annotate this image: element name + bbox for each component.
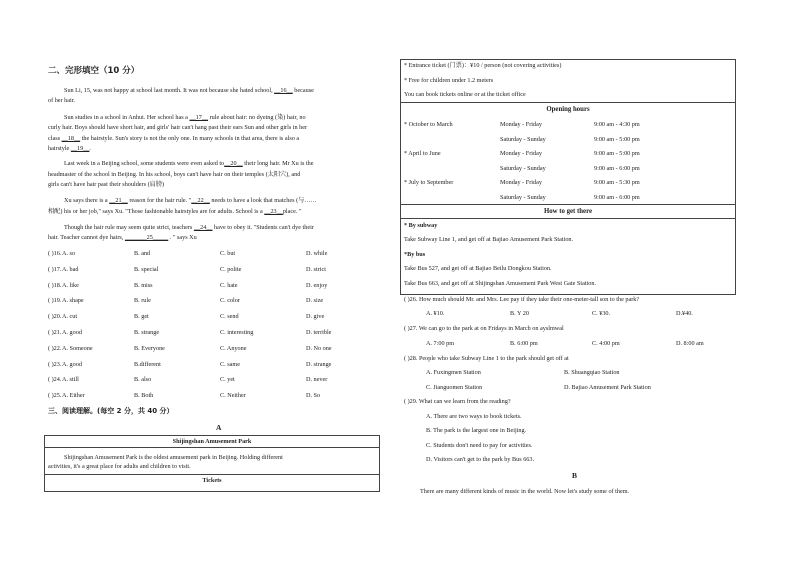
days: Monday - Friday	[500, 179, 542, 186]
opening-hours-title: Opening hours	[546, 106, 590, 113]
option-b[interactable]: B. Y 20	[510, 310, 529, 317]
blank-23: __23__	[264, 208, 283, 215]
option-row-21	[48, 328, 378, 337]
blank-22: __22__	[191, 197, 210, 204]
option-b[interactable]: B. rule	[134, 297, 151, 304]
option-b[interactable]: B. strange	[134, 329, 160, 336]
option-b[interactable]: B. get	[134, 313, 149, 320]
question-26[interactable]: ( )26. How much should Mr. and Mrs. Lee pay if they take their one-meter-tall son to the park?	[404, 296, 640, 303]
question-28[interactable]: ( )28. People who take Subway Line 1 to the park should get off at	[404, 355, 569, 362]
schedule-row	[404, 178, 734, 187]
option-d[interactable]: D. never	[306, 376, 328, 383]
option-row-18	[48, 281, 378, 290]
question-number[interactable]: ( )22.	[48, 345, 62, 352]
question-number[interactable]: ( )16.	[48, 250, 62, 257]
park-intro-line-2: activities, it's a great place for adults and children to visit.	[48, 463, 191, 470]
schedule-row	[404, 135, 734, 144]
park-title: Shijingshan Amusement Park	[172, 438, 252, 445]
option-d[interactable]: D. Bajiao Amusement Park Station	[564, 384, 651, 391]
season: * October to March	[404, 121, 453, 128]
option-c[interactable]: C. Jianguomen Station	[426, 384, 483, 391]
question-number[interactable]: ( )20.	[48, 313, 62, 320]
divider	[44, 447, 380, 448]
option-a[interactable]: A. good	[62, 361, 82, 368]
season: * July to September	[404, 179, 454, 186]
paragraph-3-line-1: Last week in a Beijing school, some students were even asked to__20__ their long hair. Mr Xu is the	[64, 160, 314, 167]
passage-b-text: There are many different kinds of music in the world. Now let's study some of them.	[420, 488, 630, 495]
option-row-23	[48, 360, 378, 369]
option-d[interactable]: D. No one	[306, 345, 332, 352]
ticket-free-line: * Free for children under 1.2 meters	[404, 77, 494, 84]
blank-18: __18__	[61, 135, 81, 142]
option-a[interactable]: A. shape	[62, 297, 84, 304]
option-b[interactable]: B.different	[134, 361, 161, 368]
option-row-16	[48, 249, 378, 258]
option-b[interactable]: B. The park is the largest one in Beijing.	[426, 427, 527, 434]
option-c[interactable]: C. yet	[220, 376, 235, 383]
how-to-get-there-title: How to get there	[543, 208, 592, 215]
divider	[44, 474, 380, 475]
option-a[interactable]: A. Either	[62, 392, 85, 399]
paragraph-1-line-1: Sun Li, 15, was not happy at school last month. It was not because she hated school, __16__ because	[64, 87, 314, 94]
bus-label: *By bus	[404, 251, 426, 258]
option-row-22	[48, 344, 378, 353]
option-c[interactable]: C. same	[220, 361, 240, 368]
park-intro-line-1: Shijingshan Amusement Park is the oldest amusement park in Beijing. Holding different	[64, 454, 283, 461]
option-c[interactable]: C. Anyone	[220, 345, 247, 352]
hours: 9:00 am - 5:00 pm	[594, 136, 640, 143]
option-b[interactable]: B. Both	[134, 392, 154, 399]
option-d[interactable]: D. Visitors can't get to the park by Bus 663.	[426, 456, 535, 463]
days: Monday - Friday	[500, 150, 542, 157]
option-a[interactable]: A. like	[62, 282, 79, 289]
paragraph-2-line-3: class __18__ the hairstyle. Sun's story is not the only one. In many schools in that area, there is also a	[48, 135, 300, 142]
blank-24: __24__	[193, 224, 213, 231]
ticket-price-line: * Entrance ticket (门票)：¥10 / person (not covering activities)	[404, 62, 562, 69]
option-c[interactable]: C. polite	[220, 266, 242, 273]
option-a[interactable]: A. still	[62, 376, 79, 383]
option-c[interactable]: C. ¥30.	[592, 310, 611, 317]
option-d[interactable]: D. So	[306, 392, 321, 399]
option-d[interactable]: D.¥40.	[676, 310, 693, 317]
option-d[interactable]: D. while	[306, 250, 328, 257]
subway-label: * By subway	[404, 222, 438, 229]
passage-b-label: B	[572, 471, 578, 480]
paragraph-5-line-1: Though the hair rule may seem quite strict, teachers __24__ have to obey it. "Students can't dye their	[64, 224, 314, 231]
divider	[400, 102, 736, 103]
blank-25: _______25_____	[124, 234, 169, 241]
hours: 9:00 am - 4:30 pm	[594, 121, 640, 128]
question-27[interactable]: ( )27. We can go to the park at on Fridays in March on ayslmwal	[404, 325, 564, 332]
question-number[interactable]: ( )19.	[48, 297, 62, 304]
ticket-book-line: You can book tickets online or at the ticket office	[404, 91, 526, 98]
option-d[interactable]: D. enjoy	[306, 282, 328, 289]
option-c[interactable]: C. but	[220, 250, 236, 257]
question-29[interactable]: ( )29. What can we learn from the reading?	[404, 398, 511, 405]
question-number[interactable]: ( )21.	[48, 329, 62, 336]
tickets-label: Tickets	[202, 477, 222, 484]
days: Monday - Friday	[500, 121, 542, 128]
paragraph-4-line-2: 相配) his or her job," says Xu. "Those fashionable hairstyles are for adults. School is a __23__place. "	[48, 208, 302, 215]
option-d[interactable]: D. size	[306, 297, 324, 304]
option-c[interactable]: C. hate	[220, 282, 238, 289]
paragraph-2-line-4: hairstyle __19__.	[48, 145, 91, 152]
option-b[interactable]: B. 6:00 pm	[510, 340, 538, 347]
blank-19: __19__	[70, 145, 90, 152]
option-c[interactable]: C. Students don't need to pay for activities.	[426, 442, 533, 449]
blank-17: __17__	[189, 114, 209, 121]
option-b[interactable]: B. miss	[134, 282, 153, 289]
days: Saturday - Sunday	[500, 194, 546, 201]
section-2-title: 二、完形填空（10 分）	[48, 66, 140, 76]
paragraph-2-line-1: Sun studies in a school in Anhui. Her school has a __17__ rule about hair: no dyeing (染) hair, no	[64, 114, 306, 121]
season: * April to June	[404, 150, 441, 157]
schedule-row	[404, 149, 734, 158]
schedule-row	[404, 164, 734, 173]
option-a[interactable]: A. 7:00 pm	[426, 340, 455, 347]
option-d[interactable]: D. strange	[306, 361, 332, 368]
option-a[interactable]: A. good	[62, 329, 82, 336]
schedule-row	[404, 193, 734, 202]
option-row-19	[48, 296, 378, 305]
option-d[interactable]: D. give	[306, 313, 325, 320]
option-c[interactable]: C. 4:00 pm	[592, 340, 620, 347]
option-a[interactable]: A. Fuxingmen Station	[426, 369, 481, 376]
passage-a-label: A	[216, 423, 222, 432]
section-3-title: 三、阅读理解。(每空 2 分，共 40 分）	[48, 407, 174, 415]
option-row-17	[48, 265, 378, 274]
question-number[interactable]: ( )25.	[48, 392, 62, 399]
subway-text: Take Subway Line 1, and get off at Bajiao Amusement Park Station.	[404, 236, 574, 243]
option-c[interactable]: C. interesting	[220, 329, 254, 336]
paragraph-4-line-1: Xu says there is a __21__ reason for the hair rule. "__22__ needs to have a look that matches (与……	[64, 197, 317, 204]
bus-text-1: Take Bus 527, and get off at Bajiao Beilu Dongkou Station.	[404, 265, 552, 272]
option-a[interactable]: A. ¥10.	[426, 310, 445, 317]
question-number[interactable]: ( )24.	[48, 376, 62, 383]
paragraph-1-line-2: of her hair.	[48, 97, 75, 104]
days: Saturday - Sunday	[500, 136, 546, 143]
option-b[interactable]: B. and	[134, 250, 151, 257]
option-d[interactable]: D. terrible	[306, 329, 332, 336]
hours: 9:00 am - 5:00 pm	[594, 150, 640, 157]
option-b[interactable]: B. Shuangqiao Station	[564, 369, 620, 376]
paragraph-5-line-2: hair. Teacher cannot dye hairs, _______25_____ . " says Xu	[48, 234, 197, 241]
option-row-20	[48, 312, 378, 321]
option-a[interactable]: A. bad	[62, 266, 79, 273]
blank-16: __16__	[274, 87, 293, 94]
schedule-row	[404, 120, 734, 129]
option-d[interactable]: D. strict	[306, 266, 326, 273]
option-a[interactable]: A. Someone	[62, 345, 93, 352]
option-b[interactable]: B. also	[134, 376, 152, 383]
option-a[interactable]: A. There are two ways to book tickets.	[426, 413, 522, 420]
option-c[interactable]: C. send	[220, 313, 239, 320]
paragraph-2-line-2: curly hair. Boys should have short hair, and girls' hair can't hang past their ears Sun and other girls in her	[48, 124, 308, 131]
option-c[interactable]: C. Neither	[220, 392, 246, 399]
days: Saturday - Sunday	[500, 165, 546, 172]
hours: 9:00 am - 6:00 pm	[594, 194, 640, 201]
option-b[interactable]: B. Everyone	[134, 345, 165, 352]
question-number[interactable]: ( )18.	[48, 282, 62, 289]
blank-20: __20__	[224, 160, 243, 167]
hours: 9:00 am - 5:30 pm	[594, 179, 640, 186]
option-a[interactable]: A. so	[62, 250, 76, 257]
question-number[interactable]: ( )23.	[48, 361, 62, 368]
option-row-24	[48, 375, 378, 384]
option-c[interactable]: C. color	[220, 297, 240, 304]
paragraph-3-line-3: girls can't have hair past their shoulders (肩膀)	[48, 181, 165, 188]
option-b[interactable]: B. special	[134, 266, 159, 273]
bus-text-2: Take Bus 663, and get off at Shijingshan Amusement Park West Gate Station.	[404, 280, 596, 287]
question-number[interactable]: ( )17.	[48, 266, 62, 273]
option-d[interactable]: D. 8:00 am	[676, 340, 704, 347]
paragraph-3-line-2: headmaster of the school in Beijing. In his school, boys can't have hair on their temples (太阳穴), and	[48, 171, 301, 178]
hours: 9:00 am - 6:00 pm	[594, 165, 640, 172]
option-a[interactable]: A. cut	[62, 313, 78, 320]
divider	[400, 204, 736, 205]
divider	[400, 218, 736, 219]
blank-21: __21__	[109, 197, 128, 204]
option-row-25	[48, 391, 378, 400]
